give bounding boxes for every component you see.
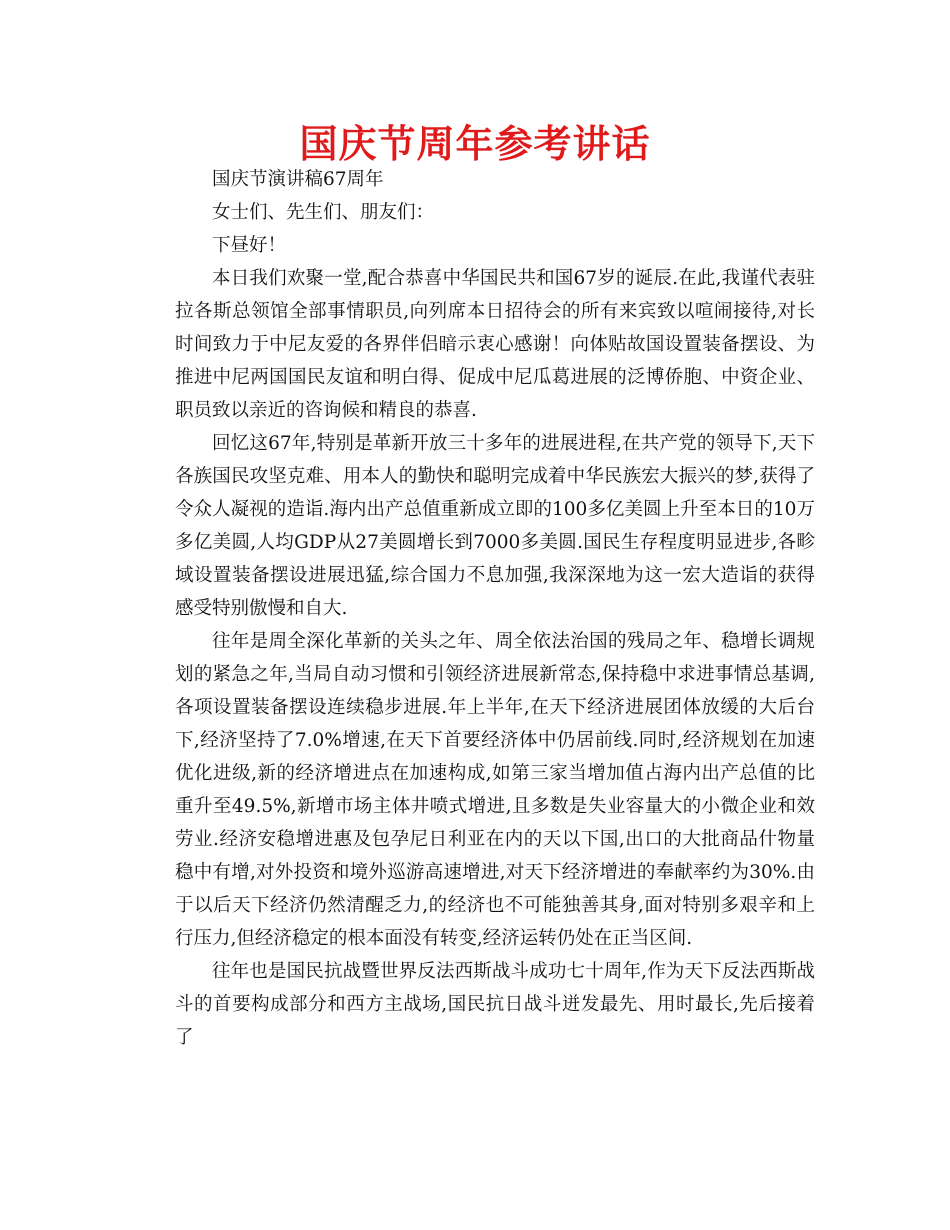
paragraph-anniversary: 往年也是国民抗战暨世界反法西斯战斗成功七十周年,作为天下反法西斯战斗的首要构成部分和西方主战场,国民抗日战斗迸发最先、用时最长,先后接着了 xyxy=(175,961,815,1048)
paragraph-greeting: 下昼好！ xyxy=(212,235,287,256)
paragraph-review: 回忆这67年,特别是革新开放三十多年的进展进程,在共产党的领导下,天下各族国民攻坚克难、用本人的勤快和聪明完成着中华民族宏大振兴的梦,获得了令众人凝视的造诣.海内出产总值重新成立即的100多亿美圆上升至本日的10万多亿美圆,人均GDP从27美圆增长到7000多美圆.国民生存程度明显进步,各畛域设置装备摆设进展迅猛,综合国力不息加强,我深深地为这一宏大造诣的获得感受特别傲慢和自大. xyxy=(175,433,815,619)
paragraph-salutation: 女士们、先生们、朋友们： xyxy=(212,202,435,223)
paragraph-economy: 往年是周全深化革新的关头之年、周全依法治国的残局之年、稳增长调规划的紧急之年,当局自动习惯和引领经济进展新常态,保持稳中求进事情总基调,各项设置装备摆设连续稳步进展.年上半年,在天下经济进展团体放缓的大后台下,经济坚持了7.0%增速,在天下首要经济体中仍居前线.同时,经济规划在加速优化进级,新的经济增进点在加速构成,如第三家当增加值占海内出产总值的比重升至49.5%,新增市场主体井喷式增进,且多数是失业容量大的小微企业和效劳业.经济安稳增进惠及包孕尼日利亚在内的天以下国,出口的大批商品什物量稳中有增,对外投资和境外巡游高速增进,对天下经济增进的奉献率约为30%.由于以后天下经济仍然清醒乏力,的经济也不可能独善其身,面对特别多艰辛和上行压力,但经济稳定的根本面没有转变,经济运转仍处在正当区间. xyxy=(175,631,815,949)
paragraph-subtitle: 国庆节演讲稿67周年 xyxy=(212,169,384,190)
paragraph-welcome: 本日我们欢聚一堂,配合恭喜中华国民共和国67岁的诞辰.在此,我谨代表驻拉各斯总领馆全部事情职员,向列席本日招待会的所有来宾致以喧闹接待,对长时间致力于中尼友爱的各界伴侣暗示衷心感谢！向体贴故国设置装备摆设、为推进中尼两国国民友谊和明白得、促成中尼瓜葛进展的泛博侨胞、中资企业、职员致以亲近的咨询候和精良的恭喜. xyxy=(175,268,815,421)
document-body xyxy=(175,163,815,1054)
document-title: 国庆节周年参考讲话 xyxy=(299,122,651,166)
